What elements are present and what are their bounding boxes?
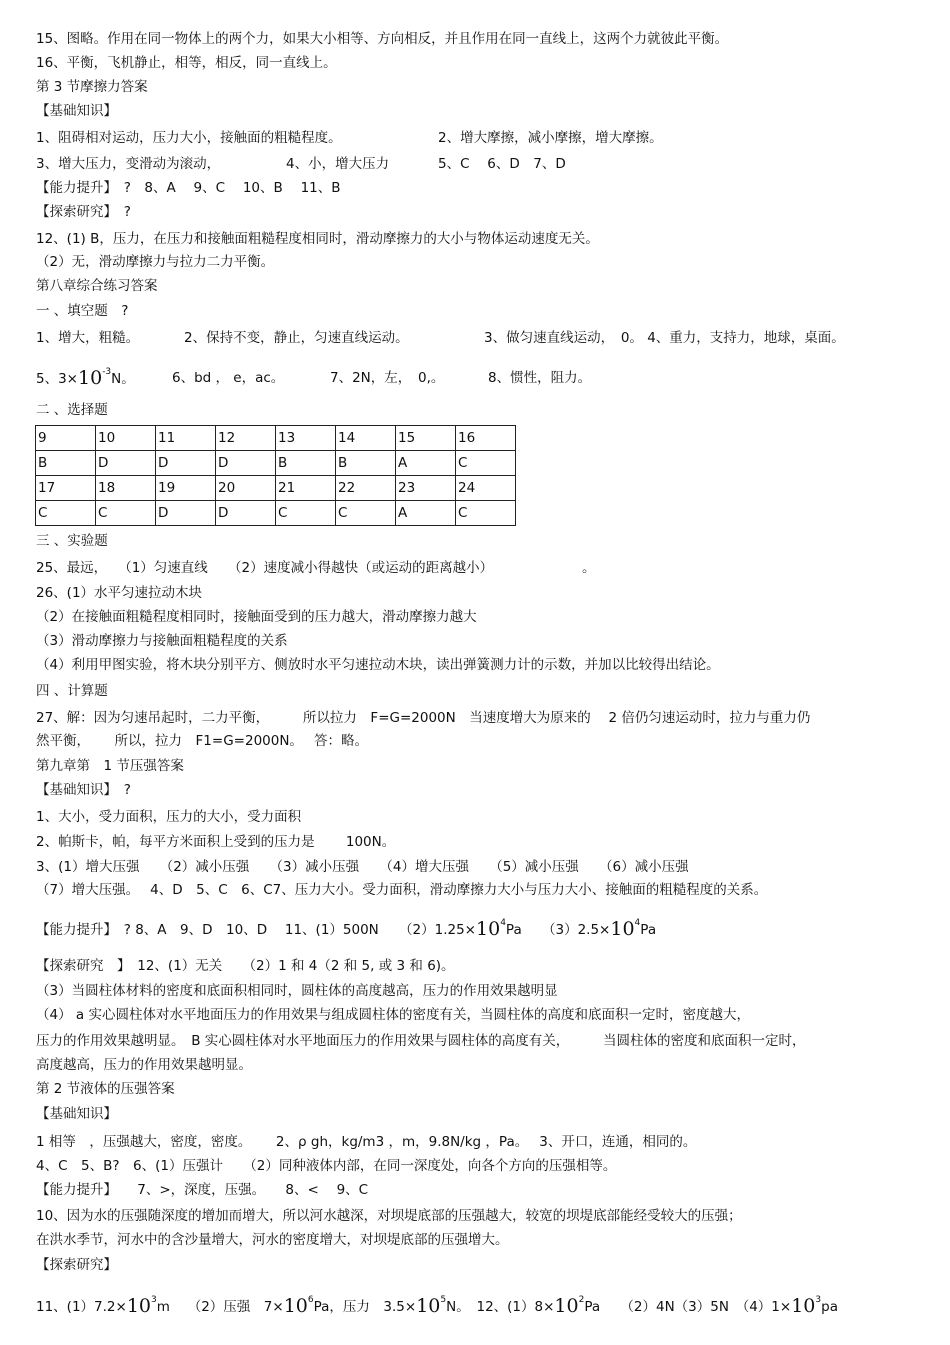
- pressure-ability-text-2: Pa （3）2.5×: [505, 922, 611, 938]
- friction-answer-4: 4、小，增大压力: [286, 156, 390, 172]
- fill-answer-5-prefix: 5、3×: [36, 371, 78, 387]
- liquid-answer-text: 11、(1）7.2×: [36, 1299, 127, 1315]
- table-cell: C: [276, 501, 336, 526]
- pressure-answer-12-4c: 高度越高，压力的作用效果越明显。: [36, 1057, 252, 1073]
- liquid-ability-line: 【能力提升】 7、>，深度，压强。 8、< 9、C: [36, 1182, 369, 1198]
- table-cell: 20: [216, 476, 276, 501]
- basic-knowledge-heading: 【基础知识】: [36, 103, 117, 119]
- table-cell: D: [96, 451, 156, 476]
- table-row: [36, 451, 516, 476]
- pressure-answer-2: 2、帕斯卡，帕，每平方米面积上受到的压力是 100N。: [36, 834, 396, 850]
- table-cell: C: [96, 501, 156, 526]
- power-base: 10: [610, 918, 635, 940]
- fill-blank-heading: 一 、填空题 ?: [36, 303, 129, 319]
- pressure-ability-text: 【能力提升】 ? 8、A 9、D 10、D 11、(1）500N （2）1.25×: [36, 922, 476, 938]
- explore-heading: 【探索研究】 ?: [36, 204, 131, 220]
- power-exponent: 2: [578, 1295, 585, 1305]
- liquid-answer-1-3: 1 相等 ，压强越大，密度，密度。 2、ρ gh，kg/m3 ，m，9.8N/kg ，Pa。 3、开口，连通，相同的。: [36, 1134, 697, 1150]
- table-cell: 10: [96, 426, 156, 451]
- chapter-8-heading: 第八章综合练习答案: [36, 278, 158, 294]
- table-cell: 16: [456, 426, 516, 451]
- friction-answer-3: 3、增大压力，变滑动为滚动，: [36, 156, 221, 172]
- liquid-answer-text: Pa （2）4N（3）5N （4）1×: [584, 1299, 792, 1315]
- power-base: 10: [476, 918, 501, 940]
- fill-answer-5: [36, 369, 135, 388]
- section-heading-liquid-pressure: 第 2 节液体的压强答案: [36, 1081, 175, 1097]
- calculation-heading: 四 、计算题: [36, 683, 108, 699]
- experiment-answer-26-1: 26、(1）水平匀速拉动木块: [36, 585, 203, 601]
- pressure-ability-unit: Pa: [640, 922, 657, 938]
- table-cell: D: [216, 451, 276, 476]
- power-exponent: -3: [102, 367, 112, 377]
- table-cell: C: [36, 501, 96, 526]
- pressure-answer-1: 1、大小，受力面积，压力的大小，受力面积: [36, 809, 302, 825]
- pressure-answer-4-7: （7）增大压强。 4、D 5、C 6、C7、压力大小。受力面积，滑动摩擦力大小与压力大小、接触面的粗糙程度的关系。: [36, 882, 768, 898]
- table-cell: D: [156, 451, 216, 476]
- fill-answer-7: 7、2N，左， 0,。: [330, 370, 445, 386]
- pressure-answer-12-4a: （4） a 实心圆柱体对水平地面压力的作用效果与组成圆柱体的密度有关，当圆柱体的高度和底面积一定时，密度越大，: [36, 1007, 750, 1023]
- liquid-answer-text: m （2）压强 7×: [156, 1299, 284, 1315]
- table-cell: 24: [456, 476, 516, 501]
- experiment-answer-25: 25、最远， （1）匀速直线 （2）速度减小得越快（或运动的距离越小）: [36, 560, 494, 576]
- table-cell: C: [456, 451, 516, 476]
- power-base: 10: [283, 1295, 308, 1317]
- calculation-answer-27a: 27、解：因为匀速吊起时，二力平衡， 所以拉力 F=G=2000N 当速度增大为原来的 2 倍仍匀速运动时，拉力与重力仍: [36, 710, 811, 726]
- power-base: 10: [78, 367, 103, 389]
- power-exponent: 4: [500, 918, 506, 928]
- power-base: 10: [126, 1295, 152, 1317]
- fill-answer-2: 2、保持不变，静止，匀速直线运动。: [184, 330, 409, 346]
- table-cell: 19: [156, 476, 216, 501]
- table-cell: 12: [216, 426, 276, 451]
- basic-knowledge-heading-2: 【基础知识】 ?: [36, 782, 131, 798]
- ability-heading: 【能力提升】 ? 8、A 9、C 10、B 11、B: [36, 180, 341, 196]
- table-cell: 15: [396, 426, 456, 451]
- pressure-explore-line: 【探索研究 】 12、(1）无关 （2）1 和 4（2 和 5, 或 3 和 6)。: [36, 958, 455, 974]
- table-cell: B: [336, 451, 396, 476]
- experiment-answer-26-2: （2）在接触面粗糙程度相同时，接触面受到的压力越大，滑动摩擦力越大: [36, 609, 477, 625]
- liquid-explore-heading: 【探索研究】: [36, 1257, 117, 1273]
- table-cell: 9: [36, 426, 96, 451]
- fill-answer-1: 1、增大，粗糙。: [36, 330, 140, 346]
- experiment-answer-26-3: （3）滑动摩擦力与接触面粗糙程度的关系: [36, 633, 288, 649]
- friction-answer-5-7: 5、C 6、D 7、D: [438, 156, 566, 172]
- choice-heading: 二 、选择题: [36, 402, 108, 418]
- power-base: 10: [416, 1295, 441, 1317]
- answer-15: 15、图略。作用在同一物体上的两个力，如果大小相等、方向相反，并且作用在同一直线上，这两个力就彼此平衡。: [36, 31, 729, 47]
- calculation-answer-27b: 然平衡， 所以，拉力 F1=G=2000N。 答：略。: [36, 733, 368, 749]
- liquid-answer-10a: 10、因为水的压强随深度的增加而增大，所以河水越深，对坝堤底部的压强越大，较宽的坝堤底部能经受较大的压强；: [36, 1208, 742, 1224]
- experiment-answer-25-end: 。: [582, 560, 596, 576]
- fill-answer-6: 6、bd ， e，ac。: [172, 370, 285, 386]
- liquid-answer-10b: 在洪水季节，河水中的含沙量增大，河水的密度增大，对坝堤底部的压强增大。: [36, 1232, 509, 1248]
- table-cell: C: [336, 501, 396, 526]
- pressure-answer-12-4b: 压力的作用效果越明显。 B 实心圆柱体对水平地面压力的作用效果与圆柱体的高度有关， 当圆柱体的密度和底面积一定时，: [36, 1033, 806, 1049]
- friction-answer-12a: 12、(1) B，压力，在压力和接触面粗糙程度相同时，滑动摩擦力的大小与物体运动速度无关。: [36, 231, 599, 247]
- answer-16: 16、平衡，飞机静止，相等，相反，同一直线上。: [36, 55, 337, 71]
- pressure-ability-line: [36, 920, 656, 939]
- table-cell: D: [156, 501, 216, 526]
- table-cell: 21: [276, 476, 336, 501]
- pressure-answer-3: 3、(1）增大压强 （2）减小压强 （3）减小压强 （4）增大压强 （5）减小压强 （6）减小压强: [36, 859, 689, 875]
- power-exponent: 3: [815, 1295, 822, 1305]
- table-cell: C: [456, 501, 516, 526]
- power-exponent: 5: [440, 1295, 447, 1305]
- table-row: [36, 426, 516, 451]
- table-cell: 11: [156, 426, 216, 451]
- experiment-heading: 三 、实验题: [36, 533, 108, 549]
- basic-knowledge-heading-3: 【基础知识】: [36, 1106, 117, 1122]
- power-exponent: 3: [151, 1295, 157, 1305]
- table-cell: D: [216, 501, 276, 526]
- table-row: [36, 476, 516, 501]
- table-row: [36, 501, 516, 526]
- liquid-answer-text: N。 12、(1）8×: [446, 1299, 555, 1315]
- table-cell: 14: [336, 426, 396, 451]
- friction-answer-2: 2、增大摩擦，减小摩擦，增大摩擦。: [438, 130, 663, 146]
- fill-answer-5-unit: N。: [111, 371, 135, 387]
- table-cell: 23: [396, 476, 456, 501]
- liquid-answer-4-6: 4、C 5、B? 6、(1）压强计 （2）同种液体内部，在同一深度处，向各个方向的压强相等。: [36, 1158, 617, 1174]
- liquid-answer-text: Pa，压力 3.5×: [313, 1299, 417, 1315]
- liquid-answer-11-12: [36, 1297, 838, 1316]
- table-cell: 18: [96, 476, 156, 501]
- section-heading-friction: 第 3 节摩擦力答案: [36, 79, 148, 95]
- fill-answer-8: 8、惯性，阻力。: [488, 370, 592, 386]
- table-cell: B: [276, 451, 336, 476]
- power-exponent: 6: [307, 1295, 314, 1305]
- table-cell: 22: [336, 476, 396, 501]
- table-cell: 17: [36, 476, 96, 501]
- choice-answer-table: [35, 425, 516, 526]
- friction-answer-1: 1、阻碍相对运动，压力大小，接触面的粗糙程度。: [36, 130, 342, 146]
- table-cell: B: [36, 451, 96, 476]
- pressure-answer-12-3: （3）当圆柱体材料的密度和底面积相同时，圆柱体的高度越高，压力的作用效果越明显: [36, 983, 558, 999]
- table-cell: A: [396, 501, 456, 526]
- liquid-answer-unit: pa: [821, 1299, 838, 1315]
- experiment-answer-26-4: （4）利用甲图实验，将木块分别平方、侧放时水平匀速拉动木块，读出弹簧测力计的示数，并加以比较得出结论。: [36, 657, 720, 673]
- fill-answer-3-4: 3、做匀速直线运动， 0。 4、重力，支持力，地球，桌面。: [484, 330, 845, 346]
- table-cell: A: [396, 451, 456, 476]
- table-cell: 13: [276, 426, 336, 451]
- power-exponent: 4: [634, 918, 641, 928]
- chapter-9-heading: 第九章第 1 节压强答案: [36, 758, 184, 774]
- friction-answer-12b: （2）无，滑动摩擦力与拉力二力平衡。: [36, 254, 275, 270]
- power-base: 10: [791, 1295, 816, 1317]
- power-base: 10: [554, 1295, 579, 1317]
